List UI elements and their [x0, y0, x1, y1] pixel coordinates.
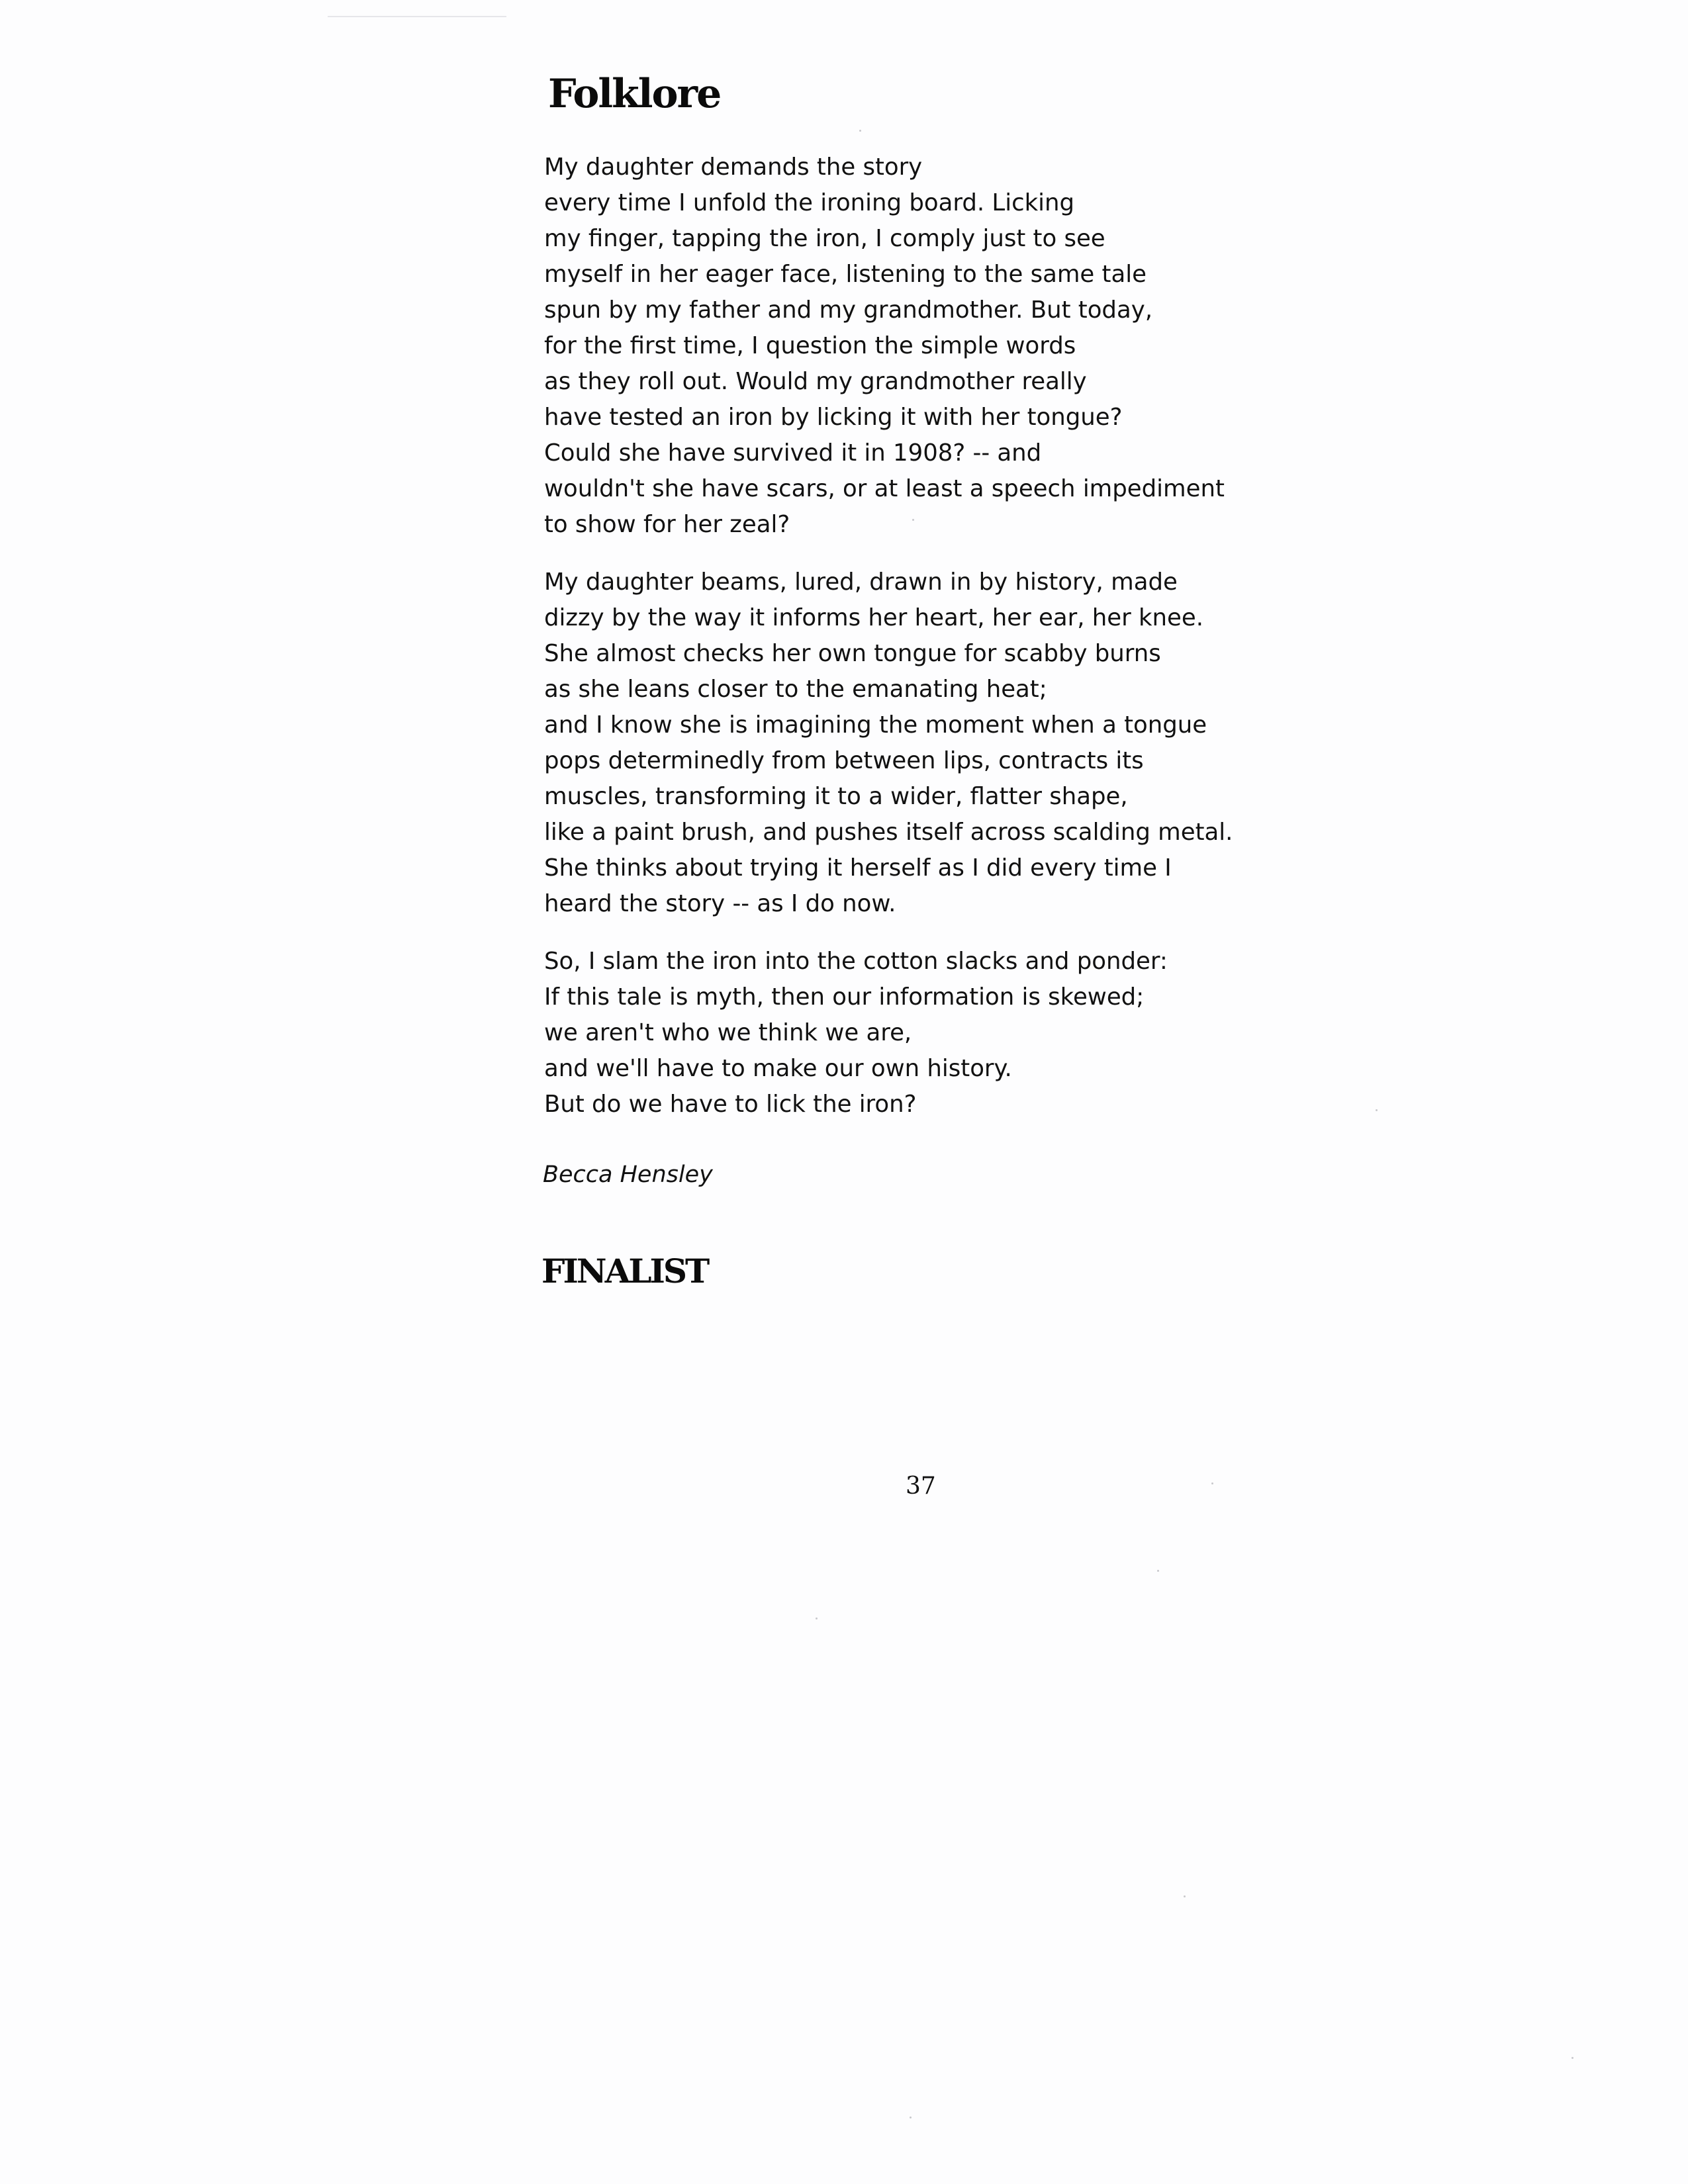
poem-line: my finger, tapping the iron, I comply just to see: [544, 225, 1105, 252]
scan-speck: [912, 519, 914, 521]
poem-line: She thinks about trying it herself as I did every time I: [544, 854, 1172, 882]
scan-edge-line: [328, 16, 506, 17]
poem-body: [544, 150, 1233, 1144]
scan-speck: [1157, 1570, 1159, 1572]
scan-speck: [1571, 2057, 1573, 2059]
poem-line: dizzy by the way it informs her heart, her ear, her knee.: [544, 604, 1204, 631]
scan-speck: [859, 130, 861, 132]
poem-line: heard the story -- as I do now.: [544, 890, 896, 917]
poem-line: and I know she is imagining the moment when a tongue: [544, 711, 1207, 739]
poem-line: My daughter beams, lured, drawn in by history, made: [544, 569, 1178, 596]
poem-line: have tested an iron by licking it with her tongue?: [544, 404, 1123, 431]
poem-line: every time I unfold the ironing board. Licking: [544, 189, 1075, 216]
poem-line: pops determinedly from between lips, contracts its: [544, 747, 1144, 774]
poem-line: If this tale is myth, then our information is skewed;: [544, 983, 1145, 1011]
poem-line: to show for her zeal?: [544, 511, 790, 538]
stanza-3: [544, 944, 1206, 1122]
poem-line: muscles, transforming it to a wider, flatter shape,: [544, 783, 1128, 810]
poem-line: So, I slam the iron into the cotton slacks and ponder:: [544, 948, 1168, 975]
poem-line: and we'll have to make our own history.: [544, 1055, 1012, 1082]
scan-speck: [1376, 1109, 1378, 1111]
scan-speck: [816, 1617, 818, 1619]
poem-line: Could she have survived it in 1908? -- and: [544, 439, 1042, 467]
poem-line: My daughter demands the story: [544, 154, 923, 181]
poem-line: as she leans closer to the emanating heat;: [544, 676, 1047, 703]
scan-speck: [910, 2116, 912, 2118]
poem-line: we aren't who we think we are,: [544, 1019, 912, 1046]
poem-line: myself in her eager face, listening to the same tale: [544, 261, 1147, 288]
poem-line: as they roll out. Would my grandmother really: [544, 368, 1087, 395]
poem-line: for the first time, I question the simple words: [544, 332, 1076, 359]
stanza-1: [544, 150, 1225, 543]
poem-line: But do we have to lick the iron?: [544, 1091, 917, 1118]
award-label: FINALIST: [541, 1251, 708, 1291]
poem-line: wouldn't she have scars, or at least a speech impediment: [544, 475, 1225, 502]
page-number: 37: [906, 1473, 936, 1500]
poem-line: spun by my father and my grandmother. But today,: [544, 296, 1153, 324]
poem-title: Folklore: [548, 71, 721, 117]
poem-line: like a paint brush, and pushes itself across scalding metal.: [544, 819, 1233, 846]
stanza-2: [544, 565, 1233, 922]
poem-line: She almost checks her own tongue for scabby burns: [544, 640, 1161, 667]
scan-speck: [1211, 1482, 1213, 1484]
scan-speck: [1184, 1895, 1186, 1897]
author-name: Becca Hensley: [543, 1161, 713, 1188]
